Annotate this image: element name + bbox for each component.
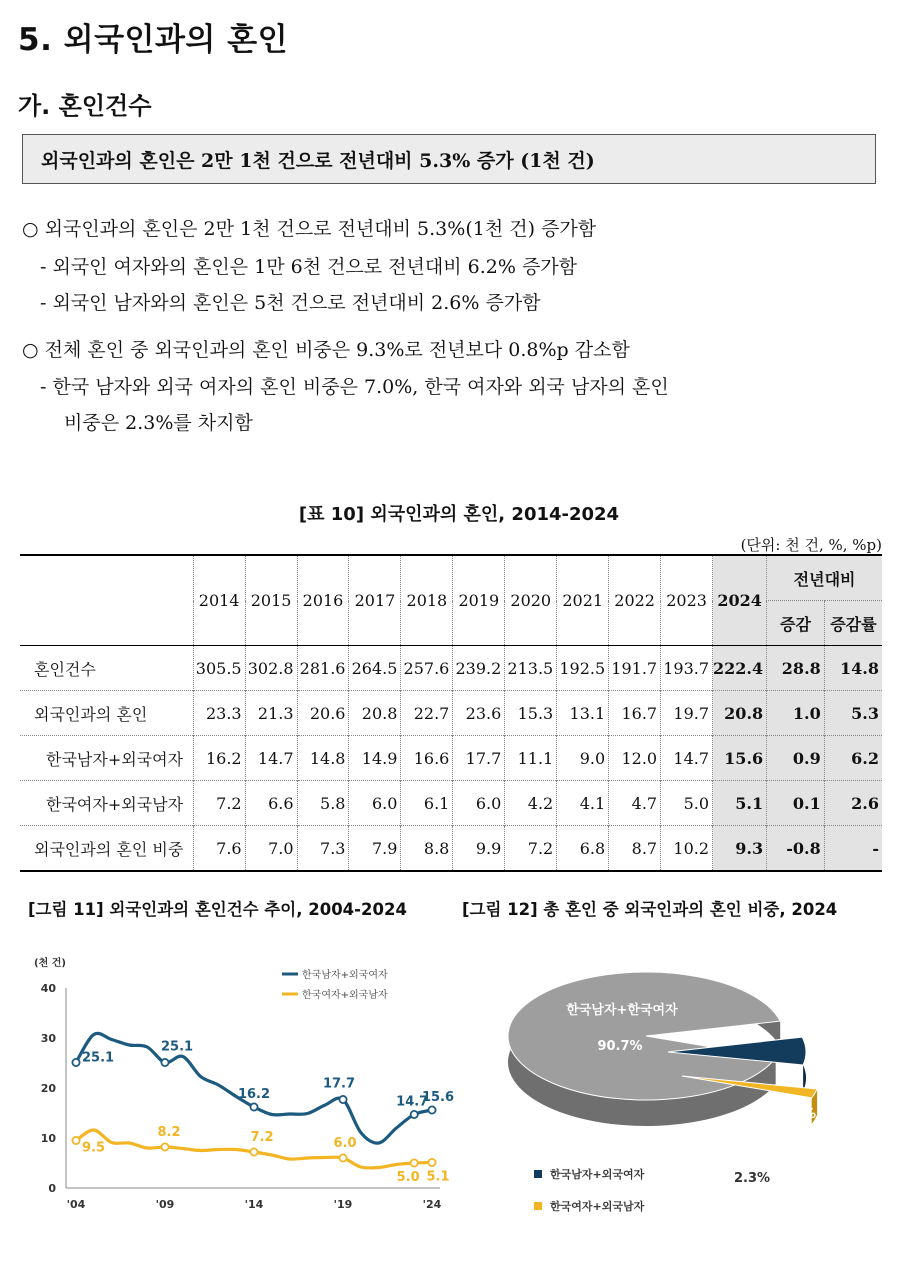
year-header: 2021 [557, 555, 609, 646]
pie-kf-fm-pct: 2.3% [733, 1171, 771, 1186]
pie-legend-km-fw: 한국남자+외국여자 [550, 1168, 645, 1181]
summary-box [22, 134, 876, 184]
data-point [250, 1148, 257, 1155]
table-cell: 17.7 [453, 736, 505, 781]
sub-bullet-2: - 외국인 남자와의 혼인은 5천 건으로 전년대비 2.6% 증가함 [40, 292, 541, 314]
table-unit: (단위: 천 건, %, %p) [740, 536, 882, 554]
pie-km-fw-pct: 7.0% [779, 1107, 817, 1122]
data-label: 25.1 [82, 1050, 115, 1066]
table-cell: 4.7 [609, 781, 661, 826]
bullet-2: ○ 전체 혼인 중 외국인과의 혼인 비중은 9.3%로 전년보다 0.8%p 감소함 [22, 339, 630, 361]
sub-bullet-1: - 외국인 여자와의 혼인은 1만 6천 건으로 전년대비 6.2% 증가함 [40, 256, 578, 278]
x-tick-label: '19 [333, 1198, 353, 1211]
figure11-title: [그림 11] 외국인과의 혼인건수 추이, 2004-2024 [28, 900, 407, 919]
sub-bullet-3-continued: 비중은 2.3%를 차지함 [64, 412, 253, 434]
table-cell: 14.7 [245, 736, 297, 781]
data-point [339, 1154, 346, 1161]
legend-swatch-kf-fm [534, 1202, 542, 1210]
data-label: 7.2 [250, 1130, 274, 1145]
table-cell: 5.1 [713, 781, 767, 826]
table-cell: 302.8 [245, 646, 297, 691]
table-cell: 20.6 [297, 691, 349, 736]
table-cell: 6.2 [824, 736, 882, 781]
table-cell: 8.7 [609, 826, 661, 872]
data-point [411, 1159, 418, 1166]
data-point [428, 1159, 435, 1166]
table-cell: 5.8 [297, 781, 349, 826]
table-row [20, 781, 882, 826]
table-cell: 305.5 [193, 646, 245, 691]
data-point [339, 1096, 346, 1103]
data-label: 17.7 [322, 1076, 356, 1092]
line-chart [20, 936, 455, 1226]
table-cell: 12.0 [609, 736, 661, 781]
data-label: 8.2 [157, 1125, 181, 1140]
table-cell: 14.9 [349, 736, 401, 781]
table-cell: 7.6 [193, 826, 245, 872]
table-cell: 28.8 [767, 646, 825, 691]
year-header: 2017 [349, 555, 401, 646]
yoy-change-header: 증감 [767, 601, 825, 646]
table-cell: 257.6 [401, 646, 453, 691]
table-cell: 192.5 [557, 646, 609, 691]
table-cell: 7.2 [193, 781, 245, 826]
table-cell: -0.8 [767, 826, 825, 872]
y-tick-label: 30 [40, 1032, 56, 1045]
legend-label-km-fw: 한국남자+외국여자 [302, 970, 388, 981]
table-cell: 21.3 [245, 691, 297, 736]
sub-bullet-3: - 한국 남자와 외국 여자의 혼인 비중은 7.0%, 한국 여자와 외국 남자의 혼인 [40, 376, 669, 398]
row-label: 혼인건수 [34, 659, 96, 679]
table-cell: 14.8 [824, 646, 882, 691]
table-cell: 22.7 [401, 691, 453, 736]
year-header: 2020 [505, 555, 557, 646]
y-tick-label: 0 [48, 1182, 56, 1195]
table-cell: 191.7 [609, 646, 661, 691]
table-cell: 8.8 [401, 826, 453, 872]
table-cell: 9.9 [453, 826, 505, 872]
table-cell: 5.0 [661, 781, 713, 826]
data-label: 16.2 [237, 1087, 271, 1102]
pie-main-label: 한국남자+한국여자 [566, 1003, 678, 1018]
table-cell: 2.6 [824, 781, 882, 826]
table-cell: 23.3 [193, 691, 245, 736]
table-cell: 1.0 [767, 691, 825, 736]
table-cell: 6.8 [557, 826, 609, 872]
marriage-table [20, 554, 882, 872]
x-tick-label: '04 [66, 1198, 86, 1211]
data-point [250, 1103, 257, 1110]
y-tick-label: 40 [40, 982, 56, 995]
data-point [72, 1059, 79, 1066]
pie-slice [508, 972, 780, 1100]
section-heading: 5. 외국인과의 혼인 [18, 22, 289, 58]
table-row [20, 826, 882, 872]
table-cell: 239.2 [453, 646, 505, 691]
table-cell: 5.3 [824, 691, 882, 736]
y-unit-label: (천 건) [34, 958, 66, 969]
yoy-header: 전년대비 [767, 555, 882, 601]
table-cell: 264.5 [349, 646, 401, 691]
figure12-title: [그림 12] 총 혼인 중 외국인과의 혼인 비중, 2024 [462, 900, 838, 919]
year-header: 2019 [453, 555, 505, 646]
legend-label-kf-fm: 한국여자+외국남자 [302, 990, 388, 1001]
table-row [20, 646, 882, 691]
table-cell: 11.1 [505, 736, 557, 781]
table-cell: 23.6 [453, 691, 505, 736]
x-tick-label: '24 [422, 1198, 442, 1211]
x-tick-label: '14 [244, 1198, 264, 1211]
table-cell: 15.6 [713, 736, 767, 781]
data-point [161, 1143, 168, 1150]
legend-swatch-km-fw [534, 1170, 542, 1178]
table-cell: 222.4 [713, 646, 767, 691]
table-cell: 6.0 [453, 781, 505, 826]
table-cell: 10.2 [661, 826, 713, 872]
year-header: 2015 [245, 555, 297, 646]
row-label: 외국인과의 혼인 [34, 704, 148, 724]
table-cell: 20.8 [349, 691, 401, 736]
table-cell: 19.7 [661, 691, 713, 736]
year-header: 2018 [401, 555, 453, 646]
table-cell: 16.2 [193, 736, 245, 781]
row-label: 한국남자+외국여자 [46, 749, 184, 769]
table-cell: 9.0 [557, 736, 609, 781]
table-cell: 281.6 [297, 646, 349, 691]
table-cell: 7.0 [245, 826, 297, 872]
table-cell: 20.8 [713, 691, 767, 736]
data-label: 6.0 [333, 1136, 357, 1151]
row-label: 외국인과의 혼인 비중 [20, 826, 193, 872]
table-cell: 16.7 [609, 691, 661, 736]
table-cell: 0.9 [767, 736, 825, 781]
y-tick-label: 10 [40, 1132, 56, 1145]
pie-main-pct: 90.7% [597, 1039, 643, 1054]
year-header: 2023 [661, 555, 713, 646]
table-cell: 6.1 [401, 781, 453, 826]
table-cell: 7.9 [349, 826, 401, 872]
data-label: 9.5 [82, 1140, 106, 1156]
row-label: 한국여자+외국남자 [46, 794, 184, 814]
bullet-1: ○ 외국인과의 혼인은 2만 1천 건으로 전년대비 5.3%(1천 건) 증가함 [22, 218, 597, 240]
table-cell: 13.1 [557, 691, 609, 736]
table-cell: 6.6 [245, 781, 297, 826]
table-cell: 7.3 [297, 826, 349, 872]
data-label: 15.6 [421, 1090, 455, 1105]
data-point [72, 1137, 79, 1144]
sub-heading: 가. 혼인건수 [18, 92, 152, 120]
pie-chart [462, 936, 902, 1236]
table-corner [20, 555, 193, 646]
table-cell: 14.8 [297, 736, 349, 781]
table-cell: 213.5 [505, 646, 557, 691]
table-row [20, 691, 882, 736]
data-point [411, 1111, 418, 1118]
data-label: 25.1 [161, 1039, 194, 1055]
x-tick-label: '09 [155, 1198, 175, 1211]
table-cell: 15.3 [505, 691, 557, 736]
y-tick-label: 20 [40, 1082, 56, 1095]
table-cell: 4.2 [505, 781, 557, 826]
table-title: [표 10] 외국인과의 혼인, 2014-2024 [298, 504, 620, 525]
table-cell: 16.6 [401, 736, 453, 781]
table-cell: 14.7 [661, 736, 713, 781]
table-cell: 6.0 [349, 781, 401, 826]
data-label: 5.1 [426, 1169, 450, 1185]
table-row [20, 736, 882, 781]
data-point [428, 1106, 435, 1113]
data-label: 14.7 [396, 1094, 429, 1110]
table-cell: - [824, 826, 882, 872]
year-header: 2022 [609, 555, 661, 646]
summary-text: 외국인과의 혼인은 2만 1천 건으로 전년대비 5.3% 증가 (1천 건) [41, 149, 595, 172]
table-cell: 7.2 [505, 826, 557, 872]
yoy-rate-header: 증감률 [824, 601, 882, 646]
table-cell: 4.1 [557, 781, 609, 826]
table-cell: 9.3 [713, 826, 767, 872]
year-header-2024: 2024 [713, 555, 767, 646]
table-cell: 0.1 [767, 781, 825, 826]
data-label: 5.0 [396, 1170, 420, 1185]
table-cell: 193.7 [661, 646, 713, 691]
year-header: 2014 [193, 555, 245, 646]
data-point [161, 1059, 168, 1066]
pie-legend-kf-fm: 한국여자+외국남자 [550, 1200, 645, 1213]
year-header: 2016 [297, 555, 349, 646]
